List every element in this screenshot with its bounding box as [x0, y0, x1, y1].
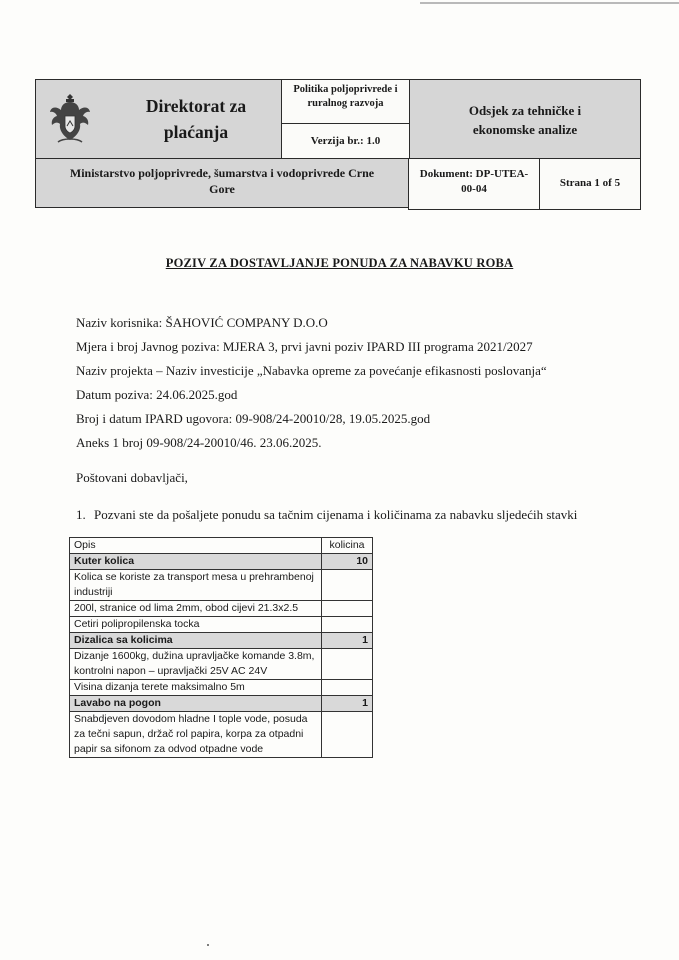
item-quantity [322, 680, 373, 696]
table-row [70, 617, 373, 633]
version-label: Verzija br.: 1.0 [310, 135, 381, 147]
table-row [70, 570, 373, 601]
directorate-title: Direktorat za plaćanja [145, 96, 247, 142]
project-name: Naziv projekta – Naziv investicije „Nabavka opreme za povećanje efikasnosti poslovanja“ [76, 363, 547, 378]
item-description: Kuter kolica [70, 554, 322, 570]
table-item-row [70, 633, 373, 649]
scan-speck [207, 944, 209, 946]
policy-cell: Politika poljoprivrede i ruralnog razvoja [281, 79, 410, 124]
item-quantity: 1 [322, 633, 373, 649]
item-description: Visina dizanja terete maksimalno 5m [70, 680, 322, 696]
item-quantity: 1 [322, 696, 373, 712]
item-quantity [322, 570, 373, 601]
item-description: Cetiri polipropilenska tocka [70, 617, 322, 633]
annex-number: Aneks 1 broj 09-908/24-20010/46. 23.06.2025. [76, 435, 322, 450]
table-row [70, 680, 373, 696]
item-quantity: 10 [322, 554, 373, 570]
contract-number: Broj i datum IPARD ugovora: 09-908/24-20010/28, 19.05.2025.god [76, 411, 431, 426]
table-header-row [70, 538, 373, 554]
item-quantity [322, 601, 373, 617]
table-item-row [70, 554, 373, 570]
version-cell [281, 123, 410, 159]
ministry-cell: Ministarstvo poljoprivrede, šumarstva i vodoprivrede Crne Gore [35, 158, 409, 208]
item-intro-number: 1. [76, 507, 86, 522]
montenegro-coat-of-arms-icon [48, 90, 92, 148]
document-title: POZIV ZA DOSTAVLJANJE PONUDA ZA NABAVKU ROBA [165, 256, 514, 270]
item-description: Kolica se koriste za transport mesa u prehrambenoj industriji [70, 570, 322, 601]
header-org-cell [35, 79, 282, 159]
table-item-row [70, 696, 373, 712]
item-description: Dizalica sa kolicima [70, 633, 322, 649]
item-description: Dizanje 1600kg, dužina upravljačke komande 3.8m, kontrolni napon – upravljački 25V AC 24V [70, 649, 322, 680]
item-quantity [322, 712, 373, 758]
col-header-description: Opis [70, 538, 322, 554]
page-number-cell [539, 158, 641, 210]
items-table [69, 537, 373, 758]
info-block [76, 311, 547, 455]
item-description: 200l, stranice od lima 2mm, obod cijevi 21.3x2.5 [70, 601, 322, 617]
item-intro-text: Pozvani ste da pošaljete ponudu sa tačnim cijenama i količinama za nabavku sljedećih stavki [94, 507, 578, 522]
item-intro [76, 507, 577, 523]
greeting: Poštovani dobavljači, [76, 470, 188, 485]
scan-top-line [420, 2, 679, 4]
beneficiary-name: Naziv korisnika: ŠAHOVIĆ COMPANY D.O.O [76, 315, 328, 330]
table-row [70, 601, 373, 617]
document-code-cell: Dokument: DP-UTEA- 00-04 [408, 158, 540, 210]
measure-and-call: Mjera i broj Javnog poziva: MJERA 3, prvi javni poziv IPARD III programa 2021/2027 [76, 339, 533, 354]
item-quantity [322, 649, 373, 680]
col-header-quantity: kolicina [322, 538, 373, 554]
item-description: Lavabo na pogon [70, 696, 322, 712]
item-description: Snabdjeven dovodom hladne I tople vode, posuda za tečni sapun, držač rol papira, korpa za otpadni papir sa sifonom za odvod otpadne vode [70, 712, 322, 758]
table-row [70, 712, 373, 758]
call-date: Datum poziva: 24.06.2025.god [76, 387, 238, 402]
item-quantity [322, 617, 373, 633]
page-number: Strana 1 of 5 [559, 177, 621, 189]
department-cell: Odsjek za tehničke i ekonomske analize [409, 79, 641, 159]
table-row [70, 649, 373, 680]
